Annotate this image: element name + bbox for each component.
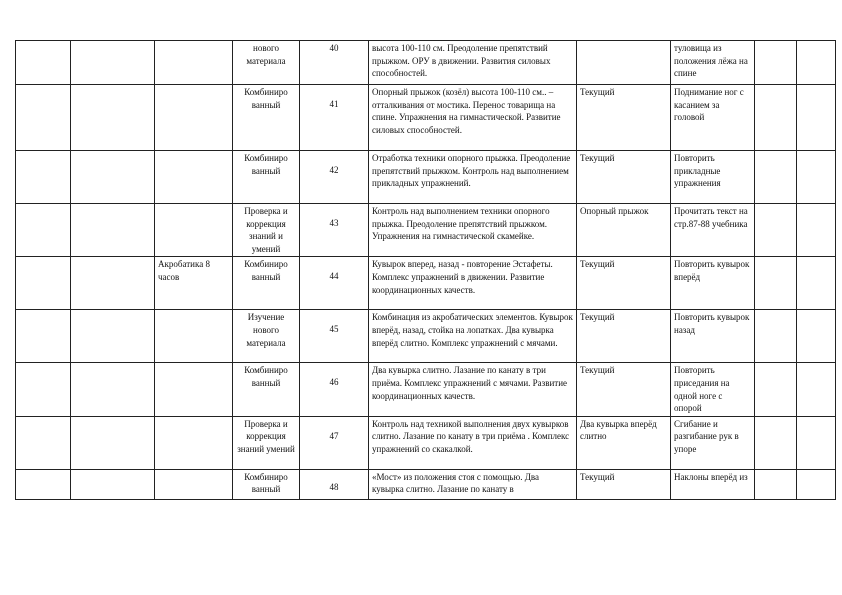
homework-cell: Повторить приседания на одной ноге с опорой	[671, 363, 755, 416]
topic-cell	[155, 41, 233, 85]
lesson-number-cell	[300, 41, 369, 85]
col-1-cell	[16, 41, 71, 85]
col-1-cell	[16, 204, 71, 257]
col-1-cell	[16, 257, 71, 310]
control-type-cell: Текущий	[577, 151, 671, 204]
date-plan-cell	[755, 363, 797, 416]
lesson-number-cell	[300, 85, 369, 151]
topic-cell	[155, 85, 233, 151]
topic-cell	[155, 151, 233, 204]
lesson-content-cell: Два кувырка слитно. Лазание по канату в три приёма. Комплекс упражнений с мячами. Развитие координационных качеств.	[369, 363, 577, 416]
control-type-cell: Текущий	[577, 310, 671, 363]
table-row	[16, 204, 836, 257]
date-plan-cell	[755, 41, 797, 85]
homework-cell: Повторить кувырок назад	[671, 310, 755, 363]
lesson-content-cell: высота 100-110 см. Преодоление препятствий прыжком. ОРУ в движении. Развития силовых способностей.	[369, 41, 577, 85]
lesson-number-cell	[300, 363, 369, 416]
col-2-cell	[71, 416, 155, 469]
homework-cell: Наклоны вперёд из	[671, 469, 755, 499]
date-plan-cell	[755, 416, 797, 469]
col-2-cell	[71, 41, 155, 85]
col-1-cell	[16, 85, 71, 151]
table-row	[16, 469, 836, 499]
lesson-content-cell: Контроль над выполнением техники опорного прыжка. Преодоление препятствий прыжком. Упражнения на гимнастической скамейке.	[369, 204, 577, 257]
table-row	[16, 363, 836, 416]
date-fact-cell	[797, 257, 836, 310]
table-row	[16, 416, 836, 469]
col-1-cell	[16, 151, 71, 204]
topic-cell	[155, 469, 233, 499]
homework-cell: Сгибание и разгибание рук в упоре	[671, 416, 755, 469]
lesson-type-cell: нового материала	[233, 41, 300, 85]
lesson-content-cell: Контроль над техникой выполнения двух кувырков слитно. Лазание по канату в три приёма . Комплекс упражнений со скакалкой.	[369, 416, 577, 469]
homework-cell: Повторить кувырок вперёд	[671, 257, 755, 310]
table-row	[16, 85, 836, 151]
lesson-type-cell: Проверка и коррекция знаний и умений	[233, 204, 300, 257]
date-fact-cell	[797, 204, 836, 257]
lesson-number-cell	[300, 310, 369, 363]
col-1-cell	[16, 310, 71, 363]
col-1-cell	[16, 469, 71, 499]
lesson-number-cell	[300, 257, 369, 310]
table-row	[16, 310, 836, 363]
homework-cell: Повторить прикладные упражнения	[671, 151, 755, 204]
col-1-cell	[16, 416, 71, 469]
control-type-cell: Два кувырка вперёд слитно	[577, 416, 671, 469]
lesson-number: 41	[329, 99, 339, 109]
col-2-cell	[71, 151, 155, 204]
topic-cell	[155, 363, 233, 416]
lesson-number-cell	[300, 416, 369, 469]
lesson-type-cell: Изучение нового материала	[233, 310, 300, 363]
lesson-number: 44	[329, 271, 339, 282]
lesson-number-cell	[300, 469, 369, 499]
lesson-number: 42	[329, 165, 339, 175]
table-row	[16, 41, 836, 85]
topic-cell	[155, 416, 233, 469]
lesson-type-cell: Проверка и коррекция знаний умений	[233, 416, 300, 469]
date-plan-cell	[755, 310, 797, 363]
topic-cell: Акробатика 8 часов	[155, 257, 233, 310]
lesson-type-cell: Комбиниро ванный	[233, 85, 300, 151]
lesson-plan-table	[15, 40, 836, 500]
control-type-cell: Текущий	[577, 85, 671, 151]
control-type-cell: Текущий	[577, 257, 671, 310]
date-plan-cell	[755, 151, 797, 204]
date-fact-cell	[797, 41, 836, 85]
table-row	[16, 151, 836, 204]
lesson-number: 47	[329, 430, 339, 441]
date-plan-cell	[755, 85, 797, 151]
lesson-number: 43	[329, 218, 339, 228]
control-type-cell	[577, 41, 671, 85]
lesson-number: 46	[329, 377, 339, 388]
homework-cell: Прочитать текст на стр.87-88 учебника	[671, 204, 755, 257]
date-fact-cell	[797, 310, 836, 363]
date-plan-cell	[755, 204, 797, 257]
col-2-cell	[71, 85, 155, 151]
lesson-number: 45	[329, 324, 339, 335]
lesson-type-cell: Комбиниро ванный	[233, 363, 300, 416]
lesson-content-cell: Кувырок вперед, назад - повторение Эстафеты. Комплекс упражнений в движении. Развитие координационных качеств.	[369, 257, 577, 310]
lesson-type-cell: Комбиниро ванный	[233, 151, 300, 204]
control-type-cell: Текущий	[577, 469, 671, 499]
topic-cell	[155, 204, 233, 257]
lesson-number-cell	[300, 204, 369, 257]
control-type-cell: Опорный прыжок	[577, 204, 671, 257]
col-1-cell	[16, 363, 71, 416]
date-fact-cell	[797, 363, 836, 416]
lesson-number: 40	[329, 43, 339, 53]
col-2-cell	[71, 363, 155, 416]
lesson-content-cell: Комбинация из акробатических элементов. Кувырок вперёд, назад, стойка на лопатках. Два кувырка вперёд слитно. Комплекс упражнений с мячами.	[369, 310, 577, 363]
lesson-type-cell: Комбиниро ванный	[233, 257, 300, 310]
date-fact-cell	[797, 85, 836, 151]
col-2-cell	[71, 257, 155, 310]
date-fact-cell	[797, 416, 836, 469]
lesson-content-cell: Опорный прыжок (козёл) высота 100-110 см.. – отталкивания от мостика. Перенос товарища на спине. Упражнения на гимнастической. Развитие силовых способностей.	[369, 85, 577, 151]
homework-cell: туловища из положения лёжа на спине	[671, 41, 755, 85]
lesson-number: 48	[329, 481, 339, 492]
date-plan-cell	[755, 469, 797, 499]
col-2-cell	[71, 204, 155, 257]
lesson-content-cell: «Мост» из положения стоя с помощью. Два кувырка слитно. Лазание по канату в	[369, 469, 577, 499]
lesson-type-cell: Комбиниро ванный	[233, 469, 300, 499]
table-row	[16, 257, 836, 310]
lesson-number-cell	[300, 151, 369, 204]
date-fact-cell	[797, 469, 836, 499]
col-2-cell	[71, 310, 155, 363]
control-type-cell: Текущий	[577, 363, 671, 416]
col-2-cell	[71, 469, 155, 499]
topic-cell	[155, 310, 233, 363]
homework-cell: Поднимание ног с касанием за головой	[671, 85, 755, 151]
date-plan-cell	[755, 257, 797, 310]
lesson-content-cell: Отработка техники опорного прыжка. Преодоление препятствий прыжком. Контроль над выполнением прикладных упражнений.	[369, 151, 577, 204]
date-fact-cell	[797, 151, 836, 204]
